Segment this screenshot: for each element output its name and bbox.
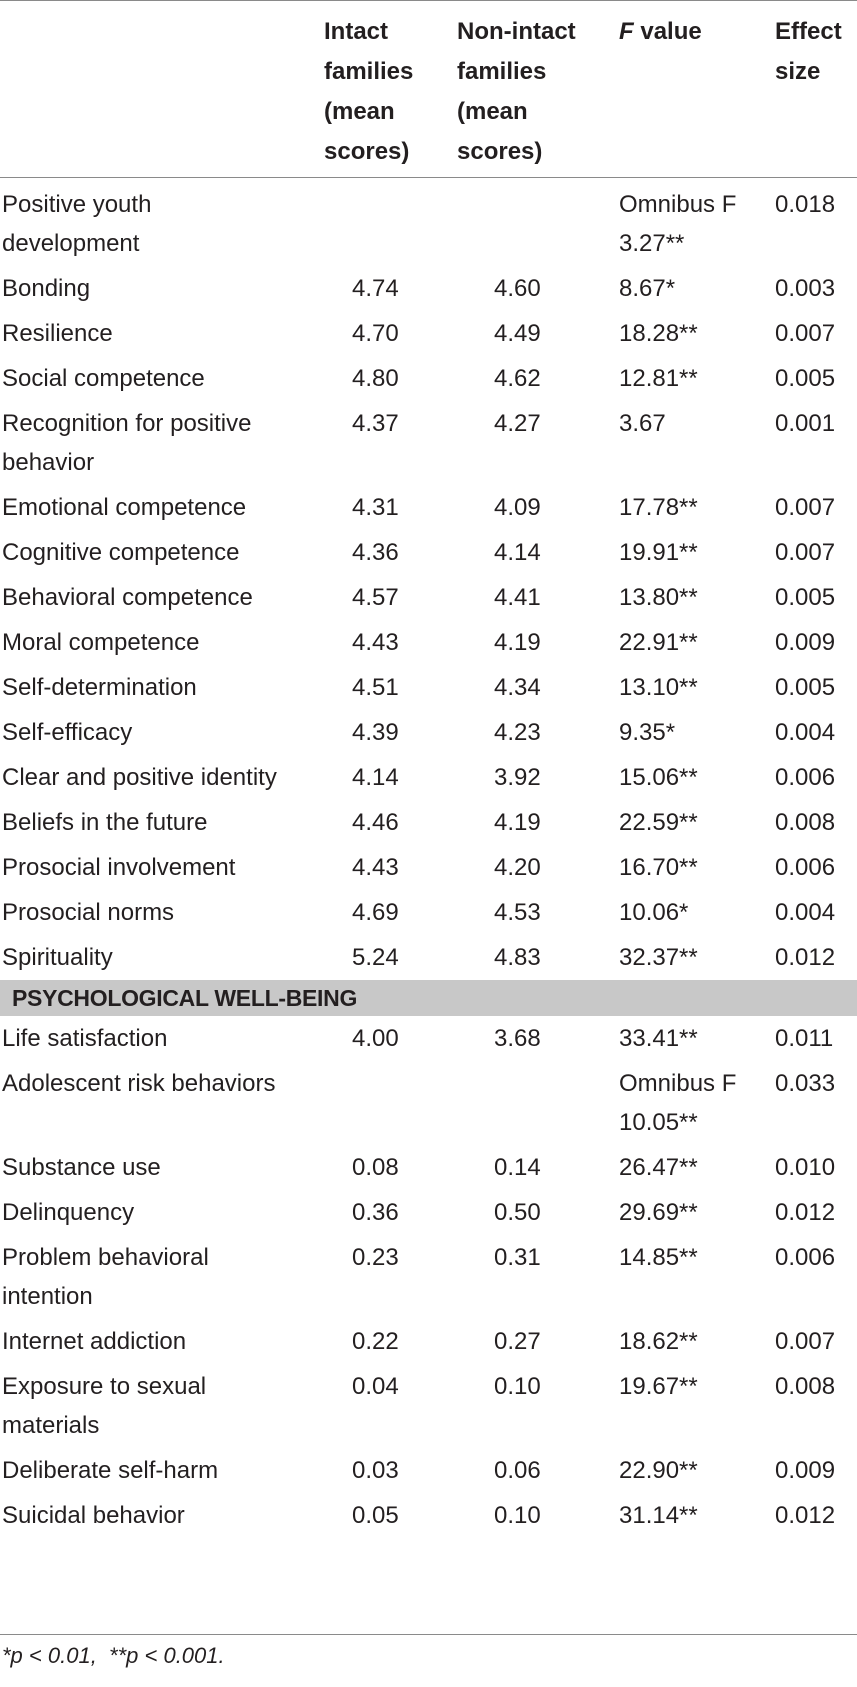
f-value: 18.28** [619, 320, 698, 347]
table-row [0, 755, 857, 800]
table-row [0, 1493, 857, 1538]
intact-value: 4.14 [352, 764, 399, 791]
header-intact-line: families [324, 58, 414, 85]
row-label [0, 401, 322, 485]
table-row [0, 1364, 857, 1448]
nonintact-value: 3.68 [494, 1025, 541, 1052]
f-value: 9.35* [619, 719, 676, 746]
intact-value: 0.36 [352, 1199, 399, 1226]
row-label: Suicidal behavior [2, 1502, 185, 1529]
f-value: 15.06** [619, 764, 698, 791]
intact-value: 0.08 [352, 1154, 399, 1181]
row-label: Cognitive competence [2, 539, 240, 566]
intact-value: 4.51 [352, 674, 399, 701]
header-f-value [619, 0, 775, 172]
effect-size: 0.006 [775, 854, 836, 881]
f-value-line: Omnibus F [619, 1070, 737, 1097]
intact-value: 4.70 [352, 320, 399, 347]
row-label: Self-determination [2, 674, 197, 701]
effect-size: 0.005 [775, 584, 836, 611]
f-value: 22.90** [619, 1457, 698, 1484]
effect-size: 0.004 [775, 899, 836, 926]
intact-value: 4.39 [352, 719, 399, 746]
table-row [0, 266, 857, 311]
effect-size: 0.007 [775, 320, 836, 347]
table-row [0, 620, 857, 665]
table-row [0, 311, 857, 356]
f-value: 19.91** [619, 539, 698, 566]
nonintact-value: 4.60 [494, 275, 541, 302]
effect-size: 0.007 [775, 539, 836, 566]
row-label: Social competence [2, 365, 205, 392]
table-row [0, 800, 857, 845]
intact-value: 5.24 [352, 944, 399, 971]
effect-size: 0.009 [775, 1457, 836, 1484]
table-row [0, 401, 857, 485]
effect-size: 0.007 [775, 494, 836, 521]
table-row [0, 1061, 857, 1145]
effect-size: 0.005 [775, 674, 836, 701]
nonintact-value: 0.10 [494, 1373, 541, 1400]
nonintact-value: 0.06 [494, 1457, 541, 1484]
row-label-line: behavior [2, 449, 95, 476]
effect-size: 0.009 [775, 629, 836, 656]
bottom-rule [0, 1634, 857, 1635]
header-intact-families [322, 0, 457, 172]
row-label: Prosocial involvement [2, 854, 236, 881]
row-label: Internet addiction [2, 1328, 187, 1355]
f-value: 26.47** [619, 1154, 698, 1181]
intact-value: 4.74 [352, 275, 399, 302]
effect-size: 0.012 [775, 1502, 836, 1529]
f-value: 14.85** [619, 1244, 698, 1271]
nonintact-value: 4.83 [494, 944, 541, 971]
nonintact-value: 4.14 [494, 539, 541, 566]
effect-size: 0.004 [775, 719, 836, 746]
intact-value: 4.36 [352, 539, 399, 566]
f-value [619, 1061, 775, 1145]
section-header-row [0, 980, 857, 1016]
f-value: 16.70** [619, 854, 698, 881]
table-row [0, 172, 857, 266]
row-label-line: development [2, 230, 140, 257]
f-value-line: Omnibus F [619, 191, 737, 218]
row-label: Beliefs in the future [2, 809, 208, 836]
f-value: 31.14** [619, 1502, 698, 1529]
row-label-line: Problem behavioral [2, 1244, 209, 1271]
table-row [0, 1190, 857, 1235]
row-label: Adolescent risk behaviors [2, 1070, 276, 1097]
nonintact-value: 4.49 [494, 320, 541, 347]
intact-value [322, 172, 457, 266]
nonintact-value: 0.14 [494, 1154, 541, 1181]
effect-size: 0.007 [775, 1328, 836, 1355]
intact-value: 4.00 [352, 1025, 399, 1052]
intact-value: 0.05 [352, 1502, 399, 1529]
header-intact-line: scores) [324, 138, 410, 165]
nonintact-value: 4.09 [494, 494, 541, 521]
table-row [0, 530, 857, 575]
row-label: Clear and positive identity [2, 764, 277, 791]
row-label: Behavioral competence [2, 584, 253, 611]
intact-value: 4.37 [352, 410, 399, 437]
effect-size: 0.001 [775, 410, 836, 437]
row-label-line: Exposure to sexual [2, 1373, 207, 1400]
f-value: 19.67** [619, 1373, 698, 1400]
effect-size: 0.006 [775, 1244, 836, 1271]
effect-size: 0.005 [775, 365, 836, 392]
f-value-line: 3.27** [619, 230, 685, 257]
intact-value: 4.80 [352, 365, 399, 392]
row-label: Prosocial norms [2, 899, 175, 926]
row-label-line: materials [2, 1412, 100, 1439]
header-nonintact-families [457, 0, 619, 172]
table-row [0, 935, 857, 980]
intact-value: 4.43 [352, 854, 399, 881]
header-label [0, 0, 322, 172]
f-value: 18.62** [619, 1328, 698, 1355]
f-value: 32.37** [619, 944, 698, 971]
f-value [619, 172, 775, 266]
nonintact-value: 4.19 [494, 809, 541, 836]
table-footnote: *p < 0.01, **p < 0.001. [2, 1643, 225, 1668]
intact-value: 0.04 [352, 1373, 399, 1400]
nonintact-value: 4.53 [494, 899, 541, 926]
f-value: 13.80** [619, 584, 698, 611]
nonintact-value: 4.19 [494, 629, 541, 656]
f-value: 22.59** [619, 809, 698, 836]
header-effect-size [775, 0, 857, 172]
intact-value: 0.23 [352, 1244, 399, 1271]
f-value-line: 10.05** [619, 1109, 698, 1136]
nonintact-value: 4.27 [494, 410, 541, 437]
table-row [0, 1448, 857, 1493]
effect-size: 0.008 [775, 1373, 836, 1400]
section-header-psychological-well-being: PSYCHOLOGICAL WELL-BEING [0, 980, 857, 1016]
intact-value: 4.43 [352, 629, 399, 656]
row-label [0, 1364, 322, 1448]
nonintact-value: 4.20 [494, 854, 541, 881]
row-label [0, 1235, 322, 1319]
row-label: Moral competence [2, 629, 200, 656]
f-value: 22.91** [619, 629, 698, 656]
header-intact-line: (mean [324, 98, 395, 125]
row-label: Resilience [2, 320, 113, 347]
row-label: Bonding [2, 275, 91, 302]
f-value: 10.06* [619, 899, 689, 926]
effect-size: 0.011 [775, 1025, 834, 1052]
table-row [0, 890, 857, 935]
row-label-line: Positive youth [2, 191, 152, 218]
f-value: 13.10** [619, 674, 698, 701]
intact-value: 4.57 [352, 584, 399, 611]
effect-size: 0.012 [775, 1199, 836, 1226]
f-value: 8.67* [619, 275, 676, 302]
effect-size: 0.006 [775, 764, 836, 791]
table-row [0, 710, 857, 755]
row-label: Life satisfaction [2, 1025, 168, 1052]
table-row [0, 1319, 857, 1364]
header-intact-line: Intact [324, 18, 389, 45]
row-label: Substance use [2, 1154, 161, 1181]
intact-value: 4.31 [352, 494, 399, 521]
header-nonintact-line: (mean [457, 98, 528, 125]
f-value: 3.67 [619, 410, 666, 437]
row-label-line: intention [2, 1283, 93, 1310]
row-label: Spirituality [2, 944, 113, 971]
nonintact-value: 0.31 [494, 1244, 541, 1271]
row-label: Delinquency [2, 1199, 135, 1226]
f-value: 33.41** [619, 1025, 698, 1052]
header-effect-line: Effect [775, 18, 842, 45]
nonintact-value: 0.50 [494, 1199, 541, 1226]
table-row [0, 1145, 857, 1190]
header-nonintact-line: Non-intact [457, 18, 576, 45]
header-nonintact-line: scores) [457, 138, 543, 165]
row-label [0, 172, 322, 266]
row-label: Emotional competence [2, 494, 247, 521]
header-f-symbol: F [619, 18, 634, 45]
nonintact-value [457, 172, 619, 266]
table-row [0, 485, 857, 530]
header-nonintact-line: families [457, 58, 547, 85]
nonintact-value: 0.27 [494, 1328, 541, 1355]
intact-value: 4.46 [352, 809, 399, 836]
table-row [0, 1016, 857, 1061]
nonintact-value: 4.41 [494, 584, 541, 611]
row-label: Self-efficacy [2, 719, 133, 746]
nonintact-value: 4.34 [494, 674, 541, 701]
nonintact-value: 4.62 [494, 365, 541, 392]
header-row [0, 0, 857, 172]
effect-size: 0.012 [775, 944, 836, 971]
table-row [0, 1235, 857, 1319]
f-value: 29.69** [619, 1199, 698, 1226]
intact-value: 0.22 [352, 1328, 399, 1355]
header-f-text: value [633, 18, 702, 45]
nonintact-value: 3.92 [494, 764, 541, 791]
effect-size: 0.008 [775, 809, 836, 836]
effect-size: 0.003 [775, 275, 836, 302]
table-row [0, 665, 857, 710]
header-effect-line: size [775, 58, 821, 85]
nonintact-value: 0.10 [494, 1502, 541, 1529]
intact-value: 4.69 [352, 899, 399, 926]
intact-value: 0.03 [352, 1457, 399, 1484]
f-value: 12.81** [619, 365, 698, 392]
table-row [0, 356, 857, 401]
row-label: Deliberate self-harm [2, 1457, 219, 1484]
row-label-line: Recognition for positive [2, 410, 252, 437]
effect-size: 0.010 [775, 1154, 836, 1181]
effect-size: 0.033 [775, 1070, 836, 1097]
table-row [0, 845, 857, 890]
intact-value [322, 1061, 457, 1145]
nonintact-value [457, 1061, 619, 1145]
effect-size: 0.018 [775, 191, 836, 218]
nonintact-value: 4.23 [494, 719, 541, 746]
f-value: 17.78** [619, 494, 698, 521]
table-row [0, 575, 857, 620]
